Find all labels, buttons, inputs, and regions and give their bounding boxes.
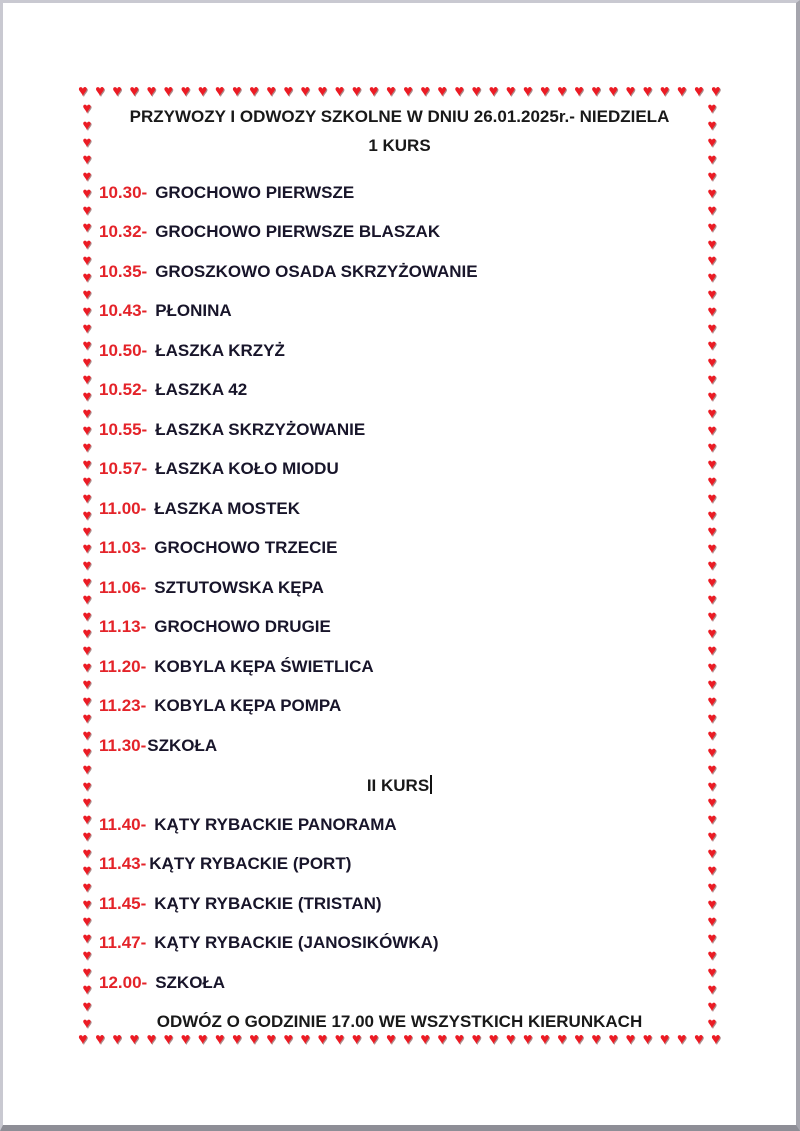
heart-icon: ♥ bbox=[707, 337, 717, 355]
heart-icon: ♥ bbox=[707, 523, 717, 541]
heart-icon: ♥ bbox=[82, 591, 92, 609]
heart-icon: ♥ bbox=[82, 523, 92, 541]
place-label: ŁASZKA SKRZYŻOWANIE bbox=[155, 419, 366, 439]
heart-icon: ♥ bbox=[557, 1031, 567, 1048]
heart-icon: ♥ bbox=[82, 963, 92, 981]
time-label: 10.35- bbox=[99, 261, 148, 281]
heart-icon: ♥ bbox=[707, 642, 717, 659]
time-label: 10.32- bbox=[99, 222, 148, 242]
schedule-content bbox=[99, 101, 700, 1034]
heart-icon: ♥ bbox=[707, 218, 717, 236]
heart-icon: ♥ bbox=[334, 1031, 345, 1048]
heart-icon: ♥ bbox=[82, 387, 92, 405]
time-label: 10.52- bbox=[99, 380, 148, 400]
schedule-row bbox=[99, 568, 700, 608]
heart-icon: ♥ bbox=[707, 116, 717, 134]
heart-icon: ♥ bbox=[82, 303, 92, 321]
place-label: GROCHOWO PIERWSZE bbox=[155, 182, 355, 202]
schedule-row bbox=[99, 410, 700, 450]
heart-icon: ♥ bbox=[266, 1031, 276, 1048]
heart-icon: ♥ bbox=[231, 1031, 242, 1048]
heart-icon: ♥ bbox=[642, 83, 653, 100]
heart-icon: ♥ bbox=[707, 557, 717, 575]
heart-icon: ♥ bbox=[82, 709, 92, 727]
heart-icon: ♥ bbox=[163, 1031, 174, 1048]
heart-icon: ♥ bbox=[707, 354, 717, 372]
heart-icon: ♥ bbox=[82, 540, 92, 558]
schedule-row bbox=[99, 292, 700, 332]
place-label: KĄTY RYBACKIE (TRISTAN) bbox=[154, 893, 382, 913]
heart-icon: ♥ bbox=[707, 320, 717, 338]
heart-icon: ♥ bbox=[659, 1031, 670, 1048]
place-label: ŁASZKA 42 bbox=[155, 380, 248, 400]
schedule-row bbox=[99, 805, 700, 845]
heart-icon: ♥ bbox=[707, 489, 717, 507]
heart-icon: ♥ bbox=[214, 1031, 225, 1048]
heart-icon: ♥ bbox=[82, 929, 92, 947]
heart-icon: ♥ bbox=[82, 946, 92, 964]
heart-icon: ♥ bbox=[707, 455, 717, 473]
footer-note: ODWÓZ O GODZINIE 17.00 WE WSZYSTKICH KIERUNKACH bbox=[156, 1011, 643, 1031]
time-label: 11.43- bbox=[99, 854, 147, 874]
heart-icon: ♥ bbox=[454, 1031, 464, 1048]
place-label: GROCHOWO PIERWSZE BLASZAK bbox=[155, 222, 441, 242]
time-label: 12.00- bbox=[99, 972, 148, 992]
heart-icon: ♥ bbox=[82, 625, 92, 643]
heart-icon: ♥ bbox=[707, 760, 717, 778]
heart-icon: ♥ bbox=[385, 1031, 396, 1048]
heart-icon: ♥ bbox=[82, 980, 92, 998]
heart-icon: ♥ bbox=[82, 1014, 92, 1032]
heart-icon: ♥ bbox=[707, 946, 717, 964]
page-title: PRZYWOZY I ODWOZY SZKOLNE W DNIU 26.01.2025r.- NIEDZIELA bbox=[129, 107, 670, 126]
heart-icon: ♥ bbox=[707, 794, 717, 812]
time-label: 11.23- bbox=[99, 696, 147, 716]
heart-icon: ♥ bbox=[82, 455, 92, 473]
place-label: KĄTY RYBACKIE (PORT) bbox=[149, 854, 352, 874]
heart-icon: ♥ bbox=[707, 963, 717, 981]
heart-icon: ♥ bbox=[437, 83, 447, 100]
time-label: 10.30- bbox=[99, 182, 148, 202]
place-label: KOBYLA KĘPA ŚWIETLICA bbox=[154, 656, 374, 676]
heart-icon: ♥ bbox=[112, 1031, 122, 1048]
heart-icon: ♥ bbox=[82, 692, 92, 710]
heart-icon: ♥ bbox=[78, 83, 88, 100]
time-label: 10.57- bbox=[99, 459, 148, 479]
schedule-row bbox=[99, 924, 700, 964]
heart-icon: ♥ bbox=[454, 83, 464, 100]
heart-icon: ♥ bbox=[505, 83, 516, 100]
heart-icon: ♥ bbox=[82, 218, 92, 236]
place-label: PŁONINA bbox=[155, 301, 232, 321]
heart-icon: ♥ bbox=[707, 777, 717, 795]
time-label: 11.47- bbox=[99, 933, 147, 953]
heart-icon: ♥ bbox=[707, 574, 717, 592]
heart-icon: ♥ bbox=[82, 557, 92, 575]
kurs2-heading-label: II KURS bbox=[366, 775, 430, 795]
heart-icon: ♥ bbox=[693, 83, 704, 100]
heart-icon: ♥ bbox=[707, 404, 717, 422]
heart-icon: ♥ bbox=[82, 675, 92, 693]
heart-icon: ♥ bbox=[82, 184, 92, 202]
heart-icon: ♥ bbox=[82, 235, 92, 253]
heart-icon: ♥ bbox=[707, 252, 717, 270]
heart-icon: ♥ bbox=[334, 83, 345, 100]
heart-icon: ♥ bbox=[488, 1031, 499, 1048]
heart-icon: ♥ bbox=[707, 879, 717, 897]
heart-icon: ♥ bbox=[707, 472, 717, 490]
heart-icon: ♥ bbox=[707, 100, 717, 117]
place-label: ŁASZKA KRZYŻ bbox=[155, 340, 285, 360]
heart-icon: ♥ bbox=[82, 997, 92, 1015]
heart-icon: ♥ bbox=[403, 1031, 413, 1048]
heart-icon: ♥ bbox=[522, 83, 533, 100]
time-label: 11.20- bbox=[99, 656, 147, 676]
heart-icon: ♥ bbox=[283, 1031, 293, 1048]
heart-icon: ♥ bbox=[707, 133, 717, 151]
heart-icon: ♥ bbox=[82, 879, 92, 897]
heart-icon: ♥ bbox=[420, 83, 430, 100]
text-cursor bbox=[430, 775, 432, 794]
heart-icon: ♥ bbox=[82, 269, 92, 287]
place-label: ŁASZKA KOŁO MIODU bbox=[155, 459, 339, 479]
heart-icon: ♥ bbox=[82, 760, 92, 778]
heart-icon: ♥ bbox=[659, 83, 670, 100]
kurs2-rows bbox=[99, 805, 700, 1003]
schedule-row bbox=[99, 963, 700, 1003]
heart-icon: ♥ bbox=[82, 337, 92, 355]
heart-icon: ♥ bbox=[82, 506, 92, 524]
heart-icon: ♥ bbox=[522, 1031, 533, 1048]
schedule-row bbox=[99, 371, 700, 411]
heart-icon: ♥ bbox=[368, 1031, 379, 1048]
heart-icon: ♥ bbox=[608, 83, 618, 100]
heart-icon: ♥ bbox=[82, 777, 92, 795]
heart-icon: ♥ bbox=[129, 1031, 139, 1048]
heart-icon: ♥ bbox=[711, 1031, 721, 1048]
place-label: ŁASZKA MOSTEK bbox=[154, 498, 301, 518]
place-label: GROCHOWO TRZECIE bbox=[154, 538, 338, 558]
heart-icon: ♥ bbox=[82, 574, 92, 592]
heart-icon: ♥ bbox=[351, 1031, 362, 1048]
heart-icon: ♥ bbox=[82, 794, 92, 812]
heart-icon: ♥ bbox=[625, 83, 635, 100]
schedule-row bbox=[99, 608, 700, 648]
heart-icon: ♥ bbox=[707, 371, 717, 388]
heart-icon: ♥ bbox=[82, 150, 92, 168]
heart-icon: ♥ bbox=[539, 1031, 550, 1048]
kurs1-heading: 1 KURS bbox=[368, 136, 431, 155]
heart-icon: ♥ bbox=[591, 83, 601, 100]
heart-icon: ♥ bbox=[707, 625, 717, 643]
schedule-row bbox=[99, 173, 700, 213]
heart-icon: ♥ bbox=[82, 862, 92, 880]
heart-icon: ♥ bbox=[266, 83, 276, 100]
heart-icon: ♥ bbox=[707, 421, 717, 439]
heart-icon: ♥ bbox=[82, 811, 92, 829]
heart-icon: ♥ bbox=[574, 1031, 584, 1048]
heart-icon: ♥ bbox=[707, 811, 717, 829]
heart-icon: ♥ bbox=[82, 489, 92, 507]
heart-icon: ♥ bbox=[300, 83, 310, 100]
heart-icon: ♥ bbox=[82, 845, 92, 863]
heart-icon: ♥ bbox=[707, 269, 717, 287]
time-label: 10.43- bbox=[99, 301, 148, 321]
time-label: 11.30- bbox=[99, 735, 147, 755]
heart-icon: ♥ bbox=[707, 167, 717, 185]
heart-icon: ♥ bbox=[557, 83, 567, 100]
heart-icon: ♥ bbox=[82, 642, 92, 659]
heart-icon: ♥ bbox=[82, 116, 92, 134]
heart-icon: ♥ bbox=[625, 1031, 635, 1048]
heart-icon: ♥ bbox=[707, 286, 717, 304]
heart-icon: ♥ bbox=[707, 845, 717, 863]
schedule-row bbox=[99, 529, 700, 569]
heart-icon: ♥ bbox=[82, 201, 92, 219]
heart-icon: ♥ bbox=[471, 1031, 482, 1048]
heart-icon: ♥ bbox=[707, 929, 717, 947]
heart-icon: ♥ bbox=[95, 83, 105, 100]
heart-icon: ♥ bbox=[214, 83, 225, 100]
heart-icon: ♥ bbox=[163, 83, 174, 100]
heart-icon: ♥ bbox=[82, 438, 92, 456]
heart-icon: ♥ bbox=[82, 726, 92, 744]
heart-icon: ♥ bbox=[146, 83, 156, 100]
heart-icon: ♥ bbox=[693, 1031, 704, 1048]
heart-icon: ♥ bbox=[82, 167, 92, 185]
heart-icon: ♥ bbox=[707, 608, 717, 626]
heart-icon: ♥ bbox=[707, 1014, 717, 1032]
heart-icon: ♥ bbox=[707, 591, 717, 609]
heart-icon: ♥ bbox=[78, 1031, 88, 1048]
heart-icon: ♥ bbox=[707, 438, 717, 456]
heart-icon: ♥ bbox=[317, 83, 328, 100]
heart-icon: ♥ bbox=[707, 184, 717, 202]
time-label: 11.06- bbox=[99, 577, 147, 597]
heart-icon: ♥ bbox=[707, 997, 717, 1015]
heart-icon: ♥ bbox=[676, 1031, 687, 1048]
heart-icon: ♥ bbox=[82, 658, 92, 676]
heart-icon: ♥ bbox=[82, 913, 92, 930]
place-label: KĄTY RYBACKIE PANORAMA bbox=[154, 814, 397, 834]
place-label: KOBYLA KĘPA POMPA bbox=[154, 696, 342, 716]
schedule-row bbox=[99, 213, 700, 253]
heart-icon: ♥ bbox=[711, 83, 721, 100]
schedule-row bbox=[99, 647, 700, 687]
time-label: 11.13- bbox=[99, 617, 147, 637]
heart-icon: ♥ bbox=[420, 1031, 430, 1048]
kurs1-rows bbox=[99, 173, 700, 766]
heart-icon: ♥ bbox=[82, 354, 92, 372]
heart-icon: ♥ bbox=[707, 506, 717, 524]
schedule-row bbox=[99, 489, 700, 529]
heart-border-left bbox=[78, 101, 96, 1031]
heart-icon: ♥ bbox=[351, 83, 362, 100]
heart-icon: ♥ bbox=[437, 1031, 447, 1048]
heart-icon: ♥ bbox=[707, 658, 717, 676]
heart-icon: ♥ bbox=[82, 320, 92, 338]
time-label: 11.40- bbox=[99, 814, 147, 834]
heart-icon: ♥ bbox=[403, 83, 413, 100]
heart-icon: ♥ bbox=[317, 1031, 328, 1048]
schedule-row bbox=[99, 252, 700, 292]
heart-icon: ♥ bbox=[112, 83, 122, 100]
heart-icon: ♥ bbox=[591, 1031, 601, 1048]
kurs2-heading bbox=[99, 766, 700, 806]
heart-icon: ♥ bbox=[249, 1031, 259, 1048]
heart-icon: ♥ bbox=[82, 133, 92, 151]
heart-icon: ♥ bbox=[197, 83, 208, 100]
schedule-row bbox=[99, 884, 700, 924]
heart-icon: ♥ bbox=[180, 83, 191, 100]
heart-icon: ♥ bbox=[82, 286, 92, 304]
heart-icon: ♥ bbox=[488, 83, 499, 100]
heart-icon: ♥ bbox=[300, 1031, 310, 1048]
heart-icon: ♥ bbox=[707, 303, 717, 321]
time-label: 10.50- bbox=[99, 340, 148, 360]
heart-icon: ♥ bbox=[82, 608, 92, 626]
schedule-row bbox=[99, 331, 700, 371]
heart-icon: ♥ bbox=[82, 472, 92, 490]
heart-icon: ♥ bbox=[231, 83, 242, 100]
time-label: 10.55- bbox=[99, 419, 148, 439]
heart-icon: ♥ bbox=[197, 1031, 208, 1048]
heart-icon: ♥ bbox=[707, 540, 717, 558]
heart-icon: ♥ bbox=[82, 421, 92, 439]
heart-icon: ♥ bbox=[707, 726, 717, 744]
heart-icon: ♥ bbox=[82, 896, 92, 914]
heart-icon: ♥ bbox=[249, 83, 259, 100]
heart-icon: ♥ bbox=[707, 150, 717, 168]
heart-icon: ♥ bbox=[129, 83, 139, 100]
heart-icon: ♥ bbox=[676, 83, 687, 100]
heart-icon: ♥ bbox=[707, 709, 717, 727]
heart-icon: ♥ bbox=[707, 913, 717, 930]
heart-icon: ♥ bbox=[82, 743, 92, 761]
heart-icon: ♥ bbox=[707, 201, 717, 219]
heart-icon: ♥ bbox=[707, 828, 717, 846]
place-label: KĄTY RYBACKIE (JANOSIKÓWKA) bbox=[154, 933, 439, 953]
heart-icon: ♥ bbox=[82, 828, 92, 846]
heart-border-top bbox=[78, 83, 721, 101]
heart-icon: ♥ bbox=[707, 675, 717, 693]
place-label: SZTUTOWSKA KĘPA bbox=[154, 577, 324, 597]
place-label: GROCHOWO DRUGIE bbox=[154, 617, 331, 637]
schedule-row bbox=[99, 845, 700, 885]
heart-icon: ♥ bbox=[82, 404, 92, 422]
heart-icon: ♥ bbox=[82, 100, 92, 117]
schedule-row bbox=[99, 687, 700, 727]
heart-icon: ♥ bbox=[642, 1031, 653, 1048]
heart-icon: ♥ bbox=[283, 83, 293, 100]
heart-icon: ♥ bbox=[95, 1031, 105, 1048]
heart-border-right bbox=[703, 101, 721, 1031]
heart-icon: ♥ bbox=[707, 980, 717, 998]
heart-icon: ♥ bbox=[707, 862, 717, 880]
heart-icon: ♥ bbox=[707, 235, 717, 253]
schedule-row bbox=[99, 726, 700, 766]
heart-icon: ♥ bbox=[368, 83, 379, 100]
heart-icon: ♥ bbox=[707, 387, 717, 405]
time-label: 11.03- bbox=[99, 538, 147, 558]
heart-icon: ♥ bbox=[707, 896, 717, 914]
heart-icon: ♥ bbox=[471, 83, 482, 100]
place-label: GROSZKOWO OSADA SKRZYŻOWANIE bbox=[155, 261, 478, 281]
heart-icon: ♥ bbox=[82, 252, 92, 270]
heart-icon: ♥ bbox=[539, 83, 550, 100]
heart-icon: ♥ bbox=[146, 1031, 156, 1048]
time-label: 11.45- bbox=[99, 893, 147, 913]
heart-icon: ♥ bbox=[608, 1031, 618, 1048]
place-label: SZKOŁA bbox=[147, 735, 218, 755]
heart-icon: ♥ bbox=[180, 1031, 191, 1048]
heart-icon: ♥ bbox=[385, 83, 396, 100]
schedule-row bbox=[99, 450, 700, 490]
place-label: SZKOŁA bbox=[155, 972, 226, 992]
heart-icon: ♥ bbox=[707, 743, 717, 761]
heart-icon: ♥ bbox=[574, 83, 584, 100]
heart-icon: ♥ bbox=[505, 1031, 516, 1048]
time-label: 11.00- bbox=[99, 498, 147, 518]
heart-icon: ♥ bbox=[707, 692, 717, 710]
heart-icon: ♥ bbox=[82, 371, 92, 388]
